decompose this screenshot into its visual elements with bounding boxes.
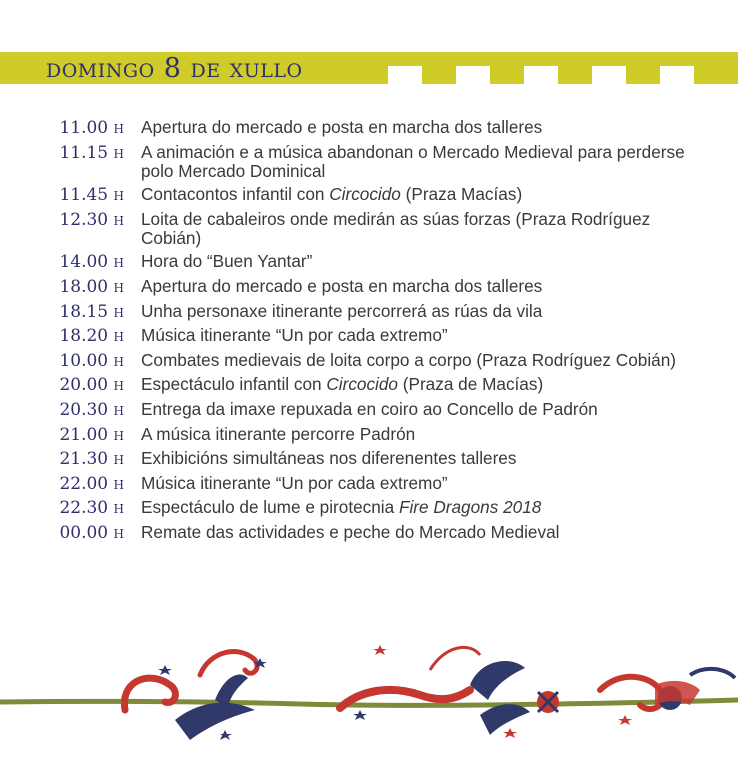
schedule-time: 11.00 h: [59, 118, 124, 138]
schedule-time: 22.00 h: [59, 473, 124, 494]
description-text: (Praza Macías): [400, 184, 523, 205]
schedule-description: [141, 375, 711, 394]
schedule-row: [0, 277, 738, 297]
schedule-description: Remate das actividades e peche do Mercado Medieval: [141, 521, 560, 542]
schedule-description: Combates medievais de loita corpo a corpo (Praza Rodríguez Cobián): [141, 349, 676, 370]
schedule-list: [0, 118, 738, 548]
schedule-row: [0, 351, 738, 371]
schedule-row: [0, 302, 738, 322]
schedule-row: [0, 425, 738, 445]
schedule-description: Música itinerante “Un por cada extremo”: [141, 325, 448, 346]
schedule-time: 20.00 h: [59, 375, 124, 396]
schedule-time: 11.15 h: [59, 142, 124, 163]
description-text: Contacontos infantil con: [141, 184, 330, 205]
schedule-time: 20.30 h: [59, 399, 124, 420]
battlement-merlon: [592, 66, 626, 84]
battlement-merlon: [456, 66, 490, 84]
schedule-description: Hora do “Buen Yantar”: [141, 251, 313, 272]
schedule-description: Entrega da imaxe repuxada en coiro ao Concello de Padrón: [141, 398, 598, 419]
description-emphasis: Circocido: [329, 184, 401, 205]
battlement-merlon: [388, 66, 422, 84]
schedule-time: 00.00 h: [59, 522, 124, 543]
description-emphasis: Fire Dragons 2018: [398, 497, 542, 518]
battlement-merlon: [660, 66, 694, 84]
medieval-ornament-border: [0, 630, 738, 759]
schedule-row: [0, 449, 738, 469]
schedule-description: Apertura do mercado e posta en marcha dos talleres: [141, 117, 543, 137]
schedule-description: A música itinerante percorre Padrón: [141, 423, 416, 444]
schedule-time: 18.15 h: [59, 301, 124, 322]
schedule-description: Exhibicións simultáneas nos diferenentes talleres: [141, 448, 517, 469]
schedule-time: 21.00 h: [59, 424, 124, 445]
description-text: (Praza de Macías): [398, 374, 544, 395]
page-title: domingo 8 de xullo: [46, 53, 303, 84]
schedule-description: Apertura do mercado e posta en marcha dos talleres: [141, 275, 543, 296]
schedule-description: [141, 498, 711, 517]
schedule-row: [0, 326, 738, 346]
schedule-description: [141, 185, 711, 204]
schedule-row: [0, 210, 738, 248]
schedule-row: [0, 185, 738, 205]
schedule-row: [0, 375, 738, 395]
schedule-row: [0, 474, 738, 494]
schedule-time: 11.45 h: [59, 185, 124, 206]
schedule-time: 22.30 h: [59, 498, 124, 519]
schedule-row: [0, 143, 738, 181]
schedule-description: Unha personaxe itinerante percorrerá as rúas da vila: [141, 300, 543, 321]
schedule-row: [0, 523, 738, 543]
schedule-time: 18.00 h: [59, 276, 124, 297]
description-text: Espectáculo de lume e pirotecnia: [141, 497, 399, 518]
schedule-row: [0, 118, 738, 138]
schedule-description: Loita de cabaleiros onde medirán as súas forzas (Praza Rodríguez Cobián): [141, 208, 651, 248]
schedule-row: [0, 498, 738, 518]
schedule-description: Música itinerante “Un por cada extremo”: [141, 472, 448, 493]
description-text: Espectáculo infantil con: [141, 374, 327, 395]
schedule-row: [0, 400, 738, 420]
schedule-description: A animación e a música abandonan o Mercado Medieval para perderse polo Mercado Dominical: [141, 141, 685, 181]
schedule-time: 14.00 h: [59, 252, 124, 273]
day-banner: [0, 52, 738, 84]
description-emphasis: Circocido: [326, 374, 398, 395]
schedule-time: 12.30 h: [59, 209, 124, 230]
schedule-time: 21.30 h: [59, 449, 124, 470]
schedule-row: [0, 252, 738, 272]
schedule-time: 18.20 h: [59, 326, 124, 347]
battlement-merlon: [524, 66, 558, 84]
schedule-time: 10.00 h: [59, 350, 124, 371]
